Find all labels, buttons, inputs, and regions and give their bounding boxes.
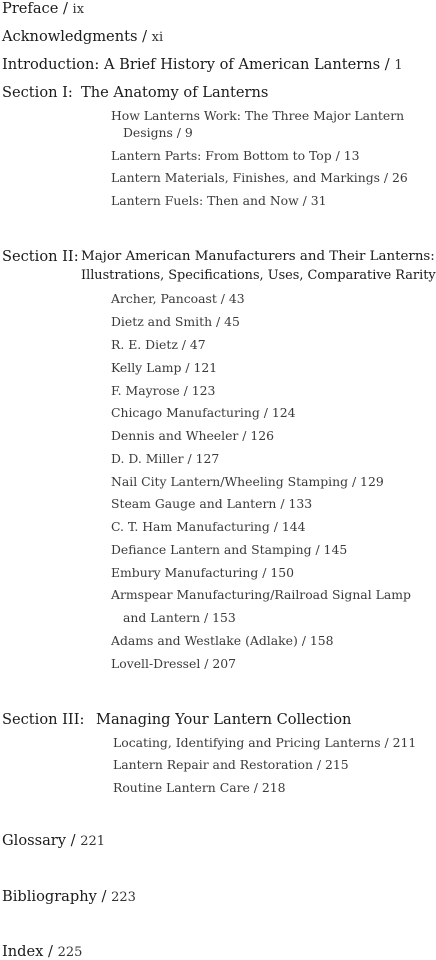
section-2-title-line2: Illustrations, Specifications, Uses, Comparative Rarity — [81, 268, 436, 283]
toc-subentry: C. T. Ham Manufacturing / 144 — [111, 519, 306, 534]
page-number: xi — [151, 30, 164, 45]
toc-subentry: and Lantern / 153 — [123, 610, 236, 625]
toc-entry-introduction — [2, 58, 403, 73]
section-2-label: Section II: — [2, 248, 79, 265]
toc-subentry: Kelly Lamp / 121 — [111, 360, 218, 375]
toc-subentry: Lantern Parts: From Bottom to Top / 13 — [111, 148, 360, 163]
entry-title: Preface / — [2, 0, 68, 17]
toc-entry-acknowledgments — [2, 30, 163, 45]
toc-subentry: Locating, Identifying and Pricing Lanterns / 211 — [113, 735, 417, 750]
toc-subentry: Defiance Lantern and Stamping / 145 — [111, 542, 348, 557]
toc-entry-glossary — [2, 834, 105, 849]
toc-entry-index — [2, 945, 82, 960]
toc-subentry: Lantern Repair and Restoration / 215 — [113, 757, 349, 772]
toc-subentry: Archer, Pancoast / 43 — [111, 291, 245, 306]
page-number: ix — [72, 2, 85, 17]
toc-subentry: Designs / 9 — [123, 125, 193, 140]
toc-entry-preface — [2, 2, 84, 17]
toc-subentry: Nail City Lantern/Wheeling Stamping / 129 — [111, 474, 384, 489]
toc-subentry: Steam Gauge and Lantern / 133 — [111, 496, 313, 511]
toc-subentry: Dietz and Smith / 45 — [111, 314, 240, 329]
toc-subentry: R. E. Dietz / 47 — [111, 337, 206, 352]
page-number: 225 — [57, 945, 83, 960]
toc-subentry: Lantern Fuels: Then and Now / 31 — [111, 193, 327, 208]
entry-title: Index / — [2, 943, 53, 960]
toc-subentry: Armspear Manufacturing/Railroad Signal Lamp — [111, 587, 411, 602]
toc-entry-bibliography — [2, 890, 136, 905]
section-1-title: The Anatomy of Lanterns — [81, 84, 269, 101]
page-number: 1 — [394, 58, 403, 73]
entry-title: Acknowledgments / — [2, 28, 148, 45]
section-2-title: Major American Manufacturers and Their Lanterns: — [81, 249, 435, 264]
toc-subentry: Chicago Manufacturing / 124 — [111, 405, 296, 420]
toc-subentry: F. Mayrose / 123 — [111, 383, 216, 398]
toc-subentry: Embury Manufacturing / 150 — [111, 565, 294, 580]
toc-subentry: D. D. Miller / 127 — [111, 451, 220, 466]
toc-subentry: How Lanterns Work: The Three Major Lantern — [111, 108, 405, 123]
toc-subentry: Routine Lantern Care / 218 — [113, 780, 286, 795]
entry-title: Bibliography / — [2, 888, 107, 905]
toc-subentry: Adams and Westlake (Adlake) / 158 — [111, 633, 334, 648]
toc-subentry: Dennis and Wheeler / 126 — [111, 428, 275, 443]
page-number: 223 — [111, 890, 136, 905]
section-3-title: Managing Your Lantern Collection — [96, 711, 352, 728]
toc-subentry: Lovell-Dressel / 207 — [111, 656, 237, 671]
entry-title: Introduction: A Brief History of American Lanterns / — [2, 56, 390, 73]
toc-subentry: Lantern Materials, Finishes, and Markings / 26 — [111, 170, 408, 185]
section-1-label: Section I: — [2, 84, 73, 101]
page-number: 221 — [80, 834, 106, 849]
section-3-label: Section III: — [2, 711, 85, 728]
entry-title: Glossary / — [2, 832, 76, 849]
